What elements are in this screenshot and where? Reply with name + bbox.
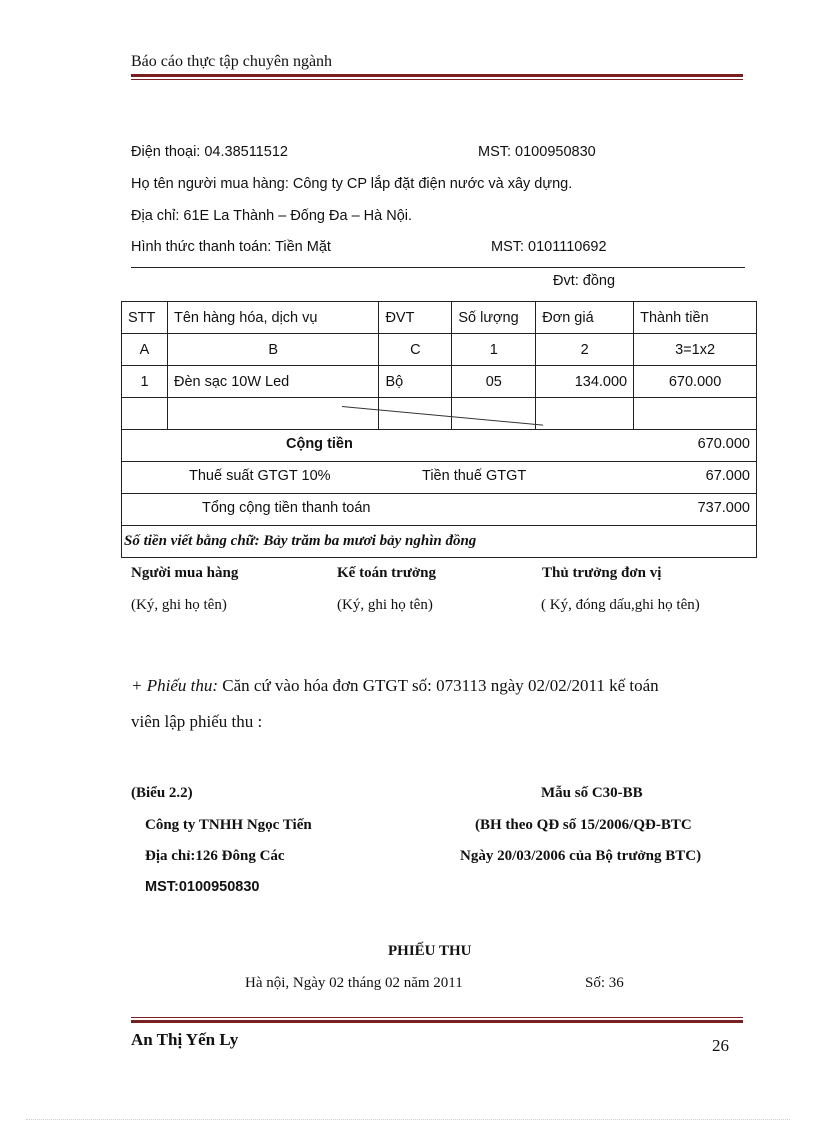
table-cell: 05: [452, 366, 536, 398]
table-grand-row: [122, 494, 757, 526]
company-mst: MST:0100950830: [145, 879, 260, 895]
header-rule-thin: [131, 79, 743, 80]
table-header-cell: Tên hàng hóa, dịch vụ: [167, 302, 378, 334]
receipt-intro-prefix: + Phiếu thu:: [131, 676, 219, 695]
table-vat-cell: [122, 462, 757, 494]
grand-total-label: Tổng cộng tiền thanh toán: [202, 500, 371, 516]
signature-accountant-note: (Ký, ghi họ tên): [337, 597, 433, 613]
table-cell: [536, 398, 634, 430]
table-header-cell: Số lượng: [452, 302, 536, 334]
total-label: Cộng tiền: [286, 436, 353, 452]
buyer-name-text: Họ tên người mua hàng: Công ty CP lắp đặt điện nước và xây dựng.: [131, 176, 573, 192]
table-code-cell: 1: [452, 334, 536, 366]
table-cell: Bộ: [379, 366, 452, 398]
signature-head-label: Thủ trưởng đơn vị: [542, 565, 662, 581]
table-total-row: [122, 430, 757, 462]
table-code-cell: 3=1x2: [634, 334, 757, 366]
table-empty-row: [122, 398, 757, 430]
amount-in-words: Số tiền viết bằng chữ: Bảy trăm ba mươi bảy nghìn đồng: [122, 526, 757, 558]
page-number: 26: [712, 1036, 729, 1055]
table-header-cell: ĐVT: [379, 302, 452, 334]
table-grand-cell: [122, 494, 757, 526]
page-header-title: Báo cáo thực tập chuyên ngành: [131, 53, 333, 70]
vat-label: Tiền thuế GTGT: [422, 468, 527, 484]
invoice-table: [121, 301, 757, 558]
buyer-info-divider: [131, 267, 745, 268]
header-rule-thick: [131, 74, 743, 77]
table-cell: 670.000: [634, 366, 757, 398]
page-bottom-dotted-edge: [26, 1119, 790, 1120]
table-row: [122, 366, 757, 398]
table-total-cell: [122, 430, 757, 462]
table-header-cell: Thành tiền: [634, 302, 757, 334]
table-cell: [167, 398, 378, 430]
buyer-address-text: Địa chỉ: 61E La Thành – Đống Đa – Hà Nội.: [131, 208, 413, 224]
table-cell: Đèn sạc 10W Led: [167, 366, 378, 398]
table-header-cell: Đơn giá: [536, 302, 634, 334]
signature-head-note: ( Ký, đóng dấu,ghi họ tên): [541, 597, 700, 613]
regulation-text: (BH theo QĐ số 15/2006/QĐ-BTC: [475, 817, 692, 833]
table-vat-row: [122, 462, 757, 494]
payment-method-text: Hình thức thanh toán: Tiền Mặt: [131, 239, 331, 255]
company-address: Địa chỉ:126 Đông Các: [145, 848, 285, 864]
receipt-title: PHIẾU THU: [388, 943, 472, 959]
total-value: 670.000: [697, 436, 750, 452]
table-cell: 134.000: [536, 366, 634, 398]
signature-accountant-label: Kế toán trưởng: [337, 565, 436, 581]
seller-mst-text: MST: 0100950830: [478, 144, 596, 160]
table-cell: [634, 398, 757, 430]
receipt-intro-text: Căn cứ vào hóa đơn GTGT số: 073113 ngày 02/02/2011 kế toán: [218, 676, 659, 695]
receipt-intro-line1: [131, 676, 659, 696]
table-code-cell: A: [122, 334, 168, 366]
receipt-date: Hà nội, Ngày 02 tháng 02 năm 2011: [245, 975, 463, 991]
phone-text: Điện thoại: 04.38511512: [131, 144, 288, 160]
buyer-mst-text: MST: 0101110692: [491, 239, 607, 255]
table-cell: 1: [122, 366, 168, 398]
signature-buyer-label: Người mua hàng: [131, 565, 239, 581]
footer-author: An Thị Yến Ly: [131, 1030, 239, 1049]
table-header-row: [122, 302, 757, 334]
unit-text: Đvt: đồng: [553, 273, 616, 289]
company-name: Công ty TNHH Ngọc Tiến: [145, 817, 312, 833]
table-code-cell: C: [379, 334, 452, 366]
footer-rule-thin: [131, 1017, 743, 1018]
form-number: Mẫu số C30-BB: [541, 785, 643, 801]
table-cell: [122, 398, 168, 430]
grand-total-value: 737.000: [697, 500, 750, 516]
table-code-cell: 2: [536, 334, 634, 366]
vat-rate-label: Thuế suất GTGT 10%: [189, 468, 331, 484]
receipt-intro-line2: viên lập phiếu thu :: [131, 712, 263, 731]
footer-rule-thick: [131, 1020, 743, 1023]
table-header-cell: STT: [122, 302, 168, 334]
table-cell: [452, 398, 536, 430]
regulation-date: Ngày 20/03/2006 của Bộ trưởng BTC): [460, 848, 702, 864]
vat-value: 67.000: [705, 468, 750, 484]
table-code-cell: B: [167, 334, 378, 366]
table-code-row: [122, 334, 757, 366]
signature-buyer-note: (Ký, ghi họ tên): [131, 597, 227, 613]
receipt-number: Số: 36: [585, 975, 624, 991]
table-words-row: [122, 526, 757, 558]
bieu-label: (Biểu 2.2): [131, 785, 193, 801]
